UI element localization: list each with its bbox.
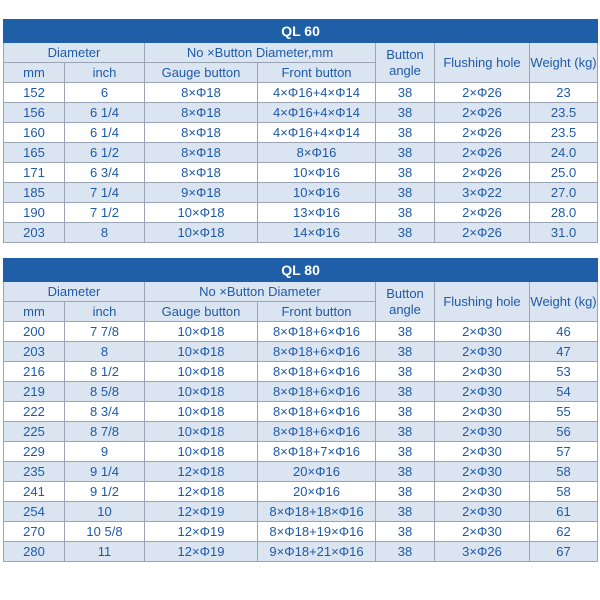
gauge-button-cell: 12×Φ18 <box>145 462 258 482</box>
table-row <box>4 322 598 342</box>
inch-cell: 9 1/4 <box>65 462 145 482</box>
gauge-button-cell: 10×Φ18 <box>145 382 258 402</box>
weight-cell: 47 <box>530 342 598 362</box>
flushing-hole-cell: 2×Φ26 <box>435 203 530 223</box>
mm-cell: 219 <box>4 382 65 402</box>
table-title: QL 80 <box>4 259 598 282</box>
mm-cell: 229 <box>4 442 65 462</box>
button-angle-cell: 38 <box>376 103 435 123</box>
table-row <box>4 143 598 163</box>
inch-cell: 8 <box>65 223 145 243</box>
mm-cell: 185 <box>4 183 65 203</box>
flushing-hole-header: Flushing hole <box>435 43 530 83</box>
front-button-header: Front button <box>258 63 376 83</box>
weight-cell: 23 <box>530 83 598 103</box>
diameter-header: Diameter <box>4 282 145 302</box>
diameter-header: Diameter <box>4 43 145 63</box>
table-row <box>4 223 598 243</box>
button-angle-cell: 38 <box>376 522 435 542</box>
button-angle-cell: 38 <box>376 223 435 243</box>
button-angle-cell: 38 <box>376 83 435 103</box>
table-title: QL 60 <box>4 20 598 43</box>
table-row <box>4 382 598 402</box>
flushing-hole-cell: 2×Φ30 <box>435 442 530 462</box>
button-angle-cell: 38 <box>376 322 435 342</box>
mm-cell: 203 <box>4 342 65 362</box>
inch-cell: 7 1/4 <box>65 183 145 203</box>
button-count-header: No ×Button Diameter <box>145 282 376 302</box>
inch-cell: 10 5/8 <box>65 522 145 542</box>
front-button-cell: 8×Φ18+6×Φ16 <box>258 402 376 422</box>
flushing-hole-cell: 2×Φ26 <box>435 223 530 243</box>
weight-cell: 23.5 <box>530 123 598 143</box>
front-button-cell: 8×Φ18+7×Φ16 <box>258 442 376 462</box>
gauge-button-cell: 9×Φ18 <box>145 183 258 203</box>
ql80-table <box>3 258 598 562</box>
front-button-cell: 8×Φ18+6×Φ16 <box>258 322 376 342</box>
flushing-hole-cell: 3×Φ26 <box>435 542 530 562</box>
button-angle-cell: 38 <box>376 422 435 442</box>
button-angle-cell: 38 <box>376 123 435 143</box>
gauge-button-cell: 8×Φ18 <box>145 163 258 183</box>
table-row <box>4 402 598 422</box>
front-button-cell: 9×Φ18+21×Φ16 <box>258 542 376 562</box>
front-button-cell: 10×Φ16 <box>258 183 376 203</box>
table-row <box>4 462 598 482</box>
inch-cell: 9 1/2 <box>65 482 145 502</box>
flushing-hole-cell: 2×Φ26 <box>435 163 530 183</box>
gauge-button-cell: 10×Φ18 <box>145 203 258 223</box>
front-button-cell: 8×Φ18+6×Φ16 <box>258 422 376 442</box>
button-angle-cell: 38 <box>376 402 435 422</box>
gauge-button-cell: 12×Φ19 <box>145 542 258 562</box>
inch-cell: 8 <box>65 342 145 362</box>
front-button-cell: 8×Φ18+6×Φ16 <box>258 362 376 382</box>
weight-cell: 53 <box>530 362 598 382</box>
flushing-hole-cell: 2×Φ26 <box>435 123 530 143</box>
gauge-button-cell: 12×Φ18 <box>145 482 258 502</box>
mm-cell: 171 <box>4 163 65 183</box>
front-button-cell: 4×Φ16+4×Φ14 <box>258 83 376 103</box>
mm-cell: 216 <box>4 362 65 382</box>
flushing-hole-cell: 2×Φ30 <box>435 522 530 542</box>
flushing-hole-cell: 2×Φ26 <box>435 83 530 103</box>
table-row <box>4 83 598 103</box>
gauge-button-cell: 12×Φ19 <box>145 502 258 522</box>
weight-cell: 61 <box>530 502 598 522</box>
button-angle-cell: 38 <box>376 143 435 163</box>
gauge-button-cell: 10×Φ18 <box>145 442 258 462</box>
inch-cell: 8 1/2 <box>65 362 145 382</box>
gauge-button-header: Gauge button <box>145 302 258 322</box>
front-button-cell: 8×Φ16 <box>258 143 376 163</box>
gauge-button-cell: 10×Φ18 <box>145 402 258 422</box>
front-button-cell: 13×Φ16 <box>258 203 376 223</box>
gauge-button-cell: 8×Φ18 <box>145 83 258 103</box>
table-row <box>4 362 598 382</box>
inch-cell: 6 <box>65 83 145 103</box>
flushing-hole-cell: 2×Φ30 <box>435 462 530 482</box>
gauge-button-cell: 10×Φ18 <box>145 322 258 342</box>
front-button-cell: 8×Φ18+6×Φ16 <box>258 342 376 362</box>
table-row <box>4 123 598 143</box>
button-angle-cell: 38 <box>376 482 435 502</box>
inch-header: inch <box>65 63 145 83</box>
mm-cell: 165 <box>4 143 65 163</box>
inch-cell: 6 1/4 <box>65 103 145 123</box>
front-button-cell: 8×Φ18+6×Φ16 <box>258 382 376 402</box>
mm-cell: 254 <box>4 502 65 522</box>
inch-cell: 7 7/8 <box>65 322 145 342</box>
front-button-cell: 8×Φ18+18×Φ16 <box>258 502 376 522</box>
weight-cell: 31.0 <box>530 223 598 243</box>
weight-cell: 55 <box>530 402 598 422</box>
inch-cell: 7 1/2 <box>65 203 145 223</box>
gauge-button-cell: 8×Φ18 <box>145 143 258 163</box>
table-row <box>4 342 598 362</box>
flushing-hole-cell: 2×Φ30 <box>435 362 530 382</box>
table-row <box>4 542 598 562</box>
weight-cell: 67 <box>530 542 598 562</box>
weight-cell: 58 <box>530 462 598 482</box>
weight-cell: 54 <box>530 382 598 402</box>
flushing-hole-cell: 2×Φ30 <box>435 402 530 422</box>
flushing-hole-cell: 2×Φ30 <box>435 502 530 522</box>
inch-cell: 6 1/2 <box>65 143 145 163</box>
inch-cell: 8 5/8 <box>65 382 145 402</box>
button-count-header: No ×Button Diameter,mm <box>145 43 376 63</box>
gauge-button-cell: 10×Φ18 <box>145 422 258 442</box>
weight-cell: 25.0 <box>530 163 598 183</box>
front-button-cell: 8×Φ18+19×Φ16 <box>258 522 376 542</box>
weight-cell: 58 <box>530 482 598 502</box>
mm-cell: 222 <box>4 402 65 422</box>
mm-cell: 241 <box>4 482 65 502</box>
button-angle-cell: 38 <box>376 183 435 203</box>
flushing-hole-header: Flushing hole <box>435 282 530 322</box>
front-button-cell: 4×Φ16+4×Φ14 <box>258 103 376 123</box>
flushing-hole-cell: 2×Φ26 <box>435 103 530 123</box>
table-row <box>4 103 598 123</box>
table-row <box>4 422 598 442</box>
flushing-hole-cell: 3×Φ22 <box>435 183 530 203</box>
table-row <box>4 442 598 462</box>
mm-cell: 156 <box>4 103 65 123</box>
button-angle-cell: 38 <box>376 462 435 482</box>
button-angle-cell: 38 <box>376 502 435 522</box>
button-angle-cell: 38 <box>376 203 435 223</box>
weight-cell: 27.0 <box>530 183 598 203</box>
flushing-hole-cell: 2×Φ30 <box>435 382 530 402</box>
gauge-button-cell: 10×Φ18 <box>145 223 258 243</box>
gauge-button-cell: 12×Φ19 <box>145 522 258 542</box>
flushing-hole-cell: 2×Φ30 <box>435 342 530 362</box>
inch-cell: 8 3/4 <box>65 402 145 422</box>
mm-cell: 190 <box>4 203 65 223</box>
inch-cell: 6 1/4 <box>65 123 145 143</box>
front-button-cell: 4×Φ16+4×Φ14 <box>258 123 376 143</box>
weight-header: Weight (kg) <box>530 282 598 322</box>
gauge-button-cell: 8×Φ18 <box>145 103 258 123</box>
mm-cell: 160 <box>4 123 65 143</box>
mm-cell: 235 <box>4 462 65 482</box>
gauge-button-cell: 10×Φ18 <box>145 362 258 382</box>
mm-cell: 280 <box>4 542 65 562</box>
button-angle-cell: 38 <box>376 442 435 462</box>
gauge-button-header: Gauge button <box>145 63 258 83</box>
ql60-table <box>3 19 598 243</box>
button-angle-header: Button angle <box>376 282 435 322</box>
table-row <box>4 163 598 183</box>
inch-cell: 9 <box>65 442 145 462</box>
button-angle-cell: 38 <box>376 342 435 362</box>
inch-cell: 8 7/8 <box>65 422 145 442</box>
front-button-header: Front button <box>258 302 376 322</box>
front-button-cell: 20×Φ16 <box>258 482 376 502</box>
table-row <box>4 522 598 542</box>
mm-header: mm <box>4 302 65 322</box>
mm-cell: 152 <box>4 83 65 103</box>
front-button-cell: 14×Φ16 <box>258 223 376 243</box>
inch-cell: 6 3/4 <box>65 163 145 183</box>
button-angle-header: Button angle <box>376 43 435 83</box>
flushing-hole-cell: 2×Φ30 <box>435 482 530 502</box>
table-row <box>4 183 598 203</box>
flushing-hole-cell: 2×Φ30 <box>435 422 530 442</box>
weight-cell: 57 <box>530 442 598 462</box>
gauge-button-cell: 8×Φ18 <box>145 123 258 143</box>
table-row <box>4 502 598 522</box>
inch-cell: 11 <box>65 542 145 562</box>
flushing-hole-cell: 2×Φ30 <box>435 322 530 342</box>
front-button-cell: 20×Φ16 <box>258 462 376 482</box>
button-angle-cell: 38 <box>376 382 435 402</box>
flushing-hole-cell: 2×Φ26 <box>435 143 530 163</box>
weight-cell: 56 <box>530 422 598 442</box>
weight-cell: 28.0 <box>530 203 598 223</box>
gauge-button-cell: 10×Φ18 <box>145 342 258 362</box>
weight-cell: 24.0 <box>530 143 598 163</box>
mm-header: mm <box>4 63 65 83</box>
button-angle-cell: 38 <box>376 362 435 382</box>
weight-cell: 62 <box>530 522 598 542</box>
weight-cell: 46 <box>530 322 598 342</box>
weight-cell: 23.5 <box>530 103 598 123</box>
mm-cell: 203 <box>4 223 65 243</box>
button-angle-cell: 38 <box>376 163 435 183</box>
button-angle-cell: 38 <box>376 542 435 562</box>
mm-cell: 200 <box>4 322 65 342</box>
table-row <box>4 203 598 223</box>
inch-header: inch <box>65 302 145 322</box>
weight-header: Weight (kg) <box>530 43 598 83</box>
mm-cell: 270 <box>4 522 65 542</box>
table-row <box>4 482 598 502</box>
mm-cell: 225 <box>4 422 65 442</box>
inch-cell: 10 <box>65 502 145 522</box>
front-button-cell: 10×Φ16 <box>258 163 376 183</box>
